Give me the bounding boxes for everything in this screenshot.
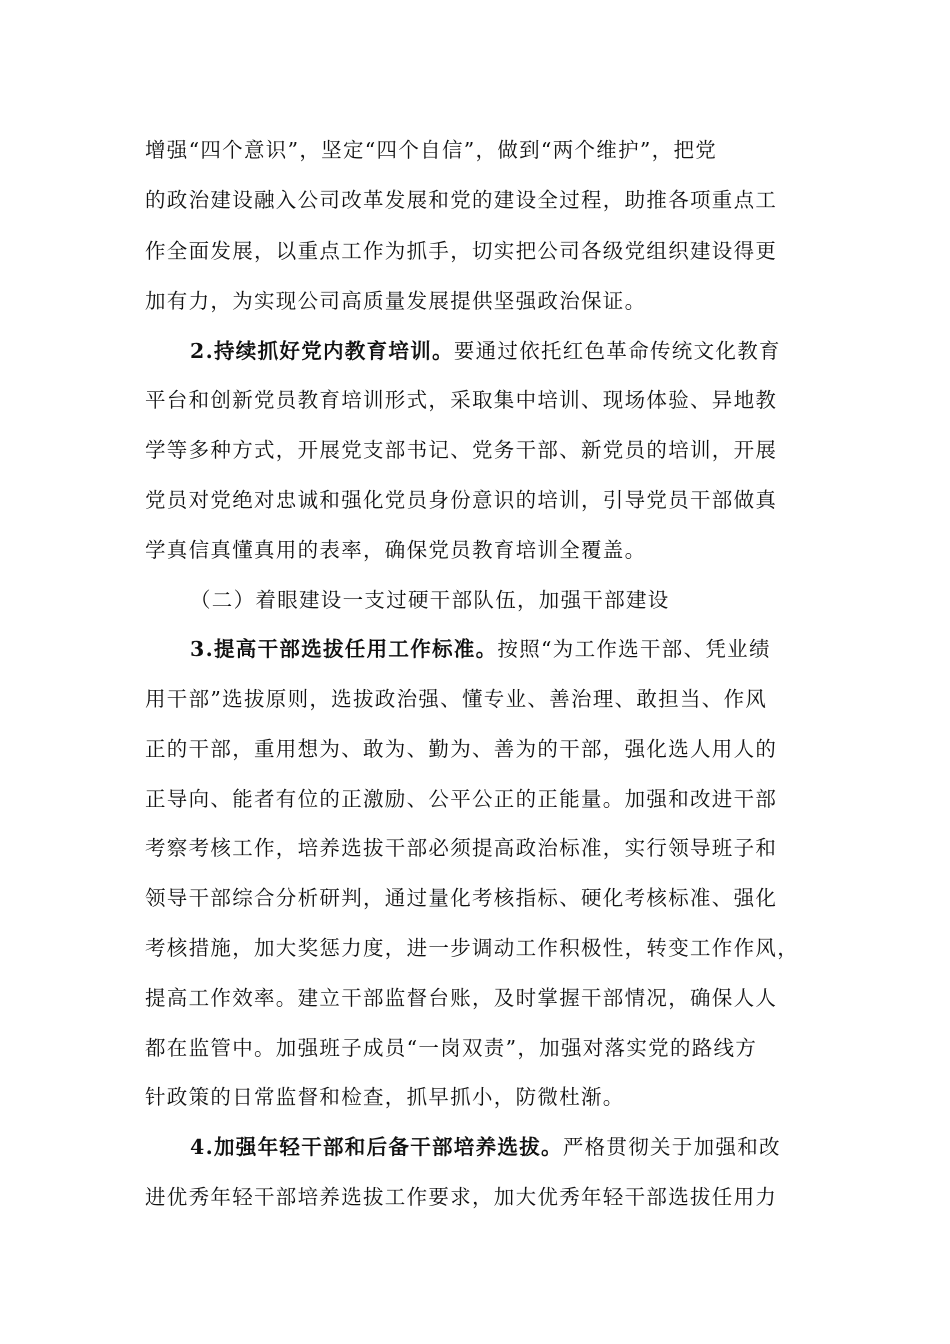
paragraph-heading-line	[0, 326, 950, 376]
text-line	[0, 973, 950, 1023]
section-heading-line	[0, 575, 950, 625]
body-text: 要通过依托红色革命传统文化教育	[453, 339, 781, 363]
text-line	[0, 774, 950, 824]
text-line	[0, 724, 950, 774]
body-text: 学等多种方式，开展党支部书记、党务干部、新党员的培训，开展	[145, 438, 778, 462]
paragraph-heading: 4.加强年轻干部和后备干部培养选拔。	[190, 1135, 563, 1159]
text-line	[0, 1072, 950, 1122]
body-text: 正导向、能者有位的正激励、公平公正的正能量。加强和改进干部	[145, 787, 778, 811]
body-text: 加有力，为实现公司高质量发展提供坚强政治保证。	[145, 289, 647, 313]
paragraph-heading: 3.提高干部选拔任用工作标准。	[190, 637, 498, 661]
text-line	[0, 674, 950, 724]
body-text: 考察考核工作，培养选拔干部必须提高政治标准，实行领导班子和	[145, 836, 778, 860]
body-text: 党员对党绝对忠诚和强化党员身份意识的培训，引导党员干部做真	[145, 488, 778, 512]
body-text: 都在监管中。加强班子成员“一岗双责”，加强对落实党的路线方	[145, 1036, 758, 1060]
text-line	[0, 276, 950, 326]
text-line	[0, 175, 950, 225]
text-line	[0, 873, 950, 923]
body-text: 正的干部，重用想为、敢为、勤为、善为的干部，强化选人用人的	[145, 737, 778, 761]
body-text: 增强“四个意识”，坚定“四个自信”，做到“两个维护”，把党	[145, 138, 718, 162]
paragraph-heading-line	[0, 1122, 950, 1172]
text-line	[0, 1172, 950, 1222]
body-text: 作全面发展，以重点工作为抓手，切实把公司各级党组织建设得更	[145, 239, 778, 263]
body-text: 提高工作效率。建立干部监督台账，及时掌握干部情况，确保人人	[145, 986, 778, 1010]
body-text: 按照“为工作选干部、凭业绩	[497, 637, 771, 661]
body-text: 用干部”选拔原则，选拔政治强、懂专业、善治理、敢担当、作风	[145, 687, 768, 711]
body-text: 领导干部综合分析研判，通过量化考核指标、硬化考核标准、强化	[145, 886, 778, 910]
text-line	[0, 125, 950, 175]
paragraph-heading: 2.持续抓好党内教育培训。	[190, 339, 454, 363]
text-line	[0, 923, 950, 973]
body-text: 学真信真懂真用的表率，确保党员教育培训全覆盖。	[145, 538, 647, 562]
text-line	[0, 425, 950, 475]
body-text: 平台和创新党员教育培训形式，采取集中培训、现场体验、异地教	[145, 388, 778, 412]
body-text: 考核措施，加大奖惩力度，进一步调动工作积极性，转变工作作风，	[145, 936, 799, 960]
body-text: 进优秀年轻干部培养选拔工作要求，加大优秀年轻干部选拔任用力	[145, 1185, 778, 1209]
paragraph-heading-line	[0, 624, 950, 674]
body-text: 的政治建设融入公司改革发展和党的建设全过程，助推各项重点工	[145, 188, 778, 212]
body-text: 针政策的日常监督和检查，抓早抓小，防微杜渐。	[145, 1085, 625, 1109]
text-line	[0, 226, 950, 276]
text-line	[0, 1023, 950, 1073]
text-line	[0, 525, 950, 575]
text-line	[0, 375, 950, 425]
body-text: 严格贯彻关于加强和改	[562, 1135, 781, 1159]
text-line	[0, 475, 950, 525]
text-line	[0, 823, 950, 873]
section-heading: （二）着眼建设一支过硬干部队伍，加强干部建设	[190, 588, 670, 612]
